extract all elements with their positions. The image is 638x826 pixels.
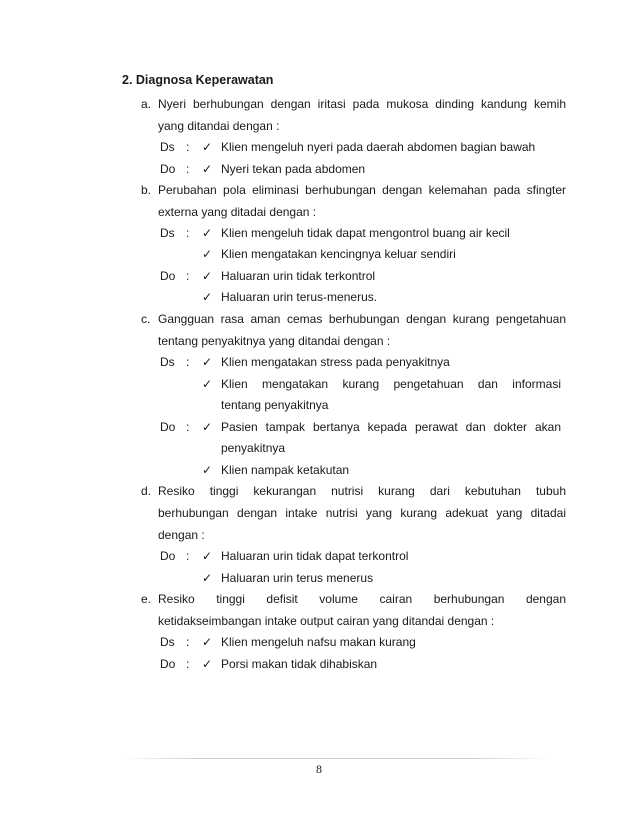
- finding-label: Do: [160, 162, 176, 176]
- finding-colon: :: [186, 657, 190, 671]
- finding-text: Klien mengeluh tidak dapat mengontrol buang air kecil: [221, 226, 510, 240]
- finding-text: Pasien tampak bertanya kepada perawat dan dokter akan: [221, 420, 561, 434]
- finding-text: Klien mengeluh nafsu makan kurang: [221, 635, 416, 649]
- finding-colon: :: [186, 549, 190, 563]
- finding-row: [160, 571, 570, 587]
- finding-text: Klien mengatakan kencingnya keluar sendiri: [221, 247, 456, 261]
- finding-text: Haluaran urin terus-menerus.: [221, 290, 378, 304]
- checkmark-icon: ✓: [202, 290, 213, 304]
- item-marker: b.: [141, 183, 152, 197]
- finding-label: Do: [160, 657, 176, 671]
- finding-text: Klien mengatakan stress pada penyakitnya: [221, 355, 450, 369]
- finding-label: Do: [160, 549, 176, 563]
- item-marker: e.: [141, 592, 152, 606]
- checkmark-icon: ✓: [202, 162, 213, 176]
- finding-colon: :: [186, 269, 190, 283]
- finding-text: Porsi makan tidak dihabiskan: [221, 657, 378, 671]
- checkmark-icon: ✓: [202, 549, 213, 563]
- finding-text: Haluaran urin terus menerus: [221, 571, 374, 585]
- finding-row: [160, 635, 570, 651]
- finding-label: Ds: [160, 635, 175, 649]
- finding-colon: :: [186, 162, 190, 176]
- finding-row: [160, 355, 570, 371]
- footer-divider: [120, 758, 550, 759]
- finding-row: [160, 226, 570, 242]
- checkmark-icon: ✓: [202, 269, 213, 283]
- item-line: Resiko tinggi kekurangan nutrisi kurang dari kebutuhan tubuh: [158, 484, 566, 498]
- finding-row: [160, 377, 570, 393]
- finding-text: Haluaran urin tidak terkontrol: [221, 269, 376, 283]
- finding-colon: :: [186, 226, 190, 240]
- checkmark-icon: ✓: [202, 420, 213, 434]
- finding-row: [160, 657, 570, 673]
- checkmark-icon: ✓: [202, 657, 213, 671]
- checkmark-icon: ✓: [202, 635, 213, 649]
- finding-label: Ds: [160, 355, 175, 369]
- finding-row: [160, 549, 570, 565]
- item-marker: c.: [141, 312, 151, 326]
- finding-text: Klien mengeluh nyeri pada daerah abdomen bagian bawah: [221, 140, 536, 154]
- finding-label: Do: [160, 420, 176, 434]
- item-line: Nyeri berhubungan dengan iritasi pada mukosa dinding kandung kemih: [158, 97, 566, 111]
- finding-text: Klien mengatakan kurang pengetahuan dan informasi: [221, 377, 561, 391]
- item-line: ketidakseimbangan intake output cairan yang ditandai dengan :: [158, 614, 495, 628]
- checkmark-icon: ✓: [202, 355, 213, 369]
- checkmark-icon: ✓: [202, 226, 213, 240]
- finding-label: Ds: [160, 226, 175, 240]
- finding-colon: :: [186, 140, 190, 154]
- finding-text: Haluaran urin tidak dapat terkontrol: [221, 549, 409, 563]
- finding-row: [160, 162, 570, 178]
- item-line: dengan :: [158, 528, 205, 542]
- item-line: Resiko tinggi defisit volume cairan berhubungan dengan: [158, 592, 566, 606]
- finding-colon: :: [186, 635, 190, 649]
- item-line: yang ditandai dengan :: [158, 119, 280, 133]
- item-marker: a.: [141, 97, 152, 111]
- finding-row: [160, 247, 570, 263]
- finding-colon: :: [186, 420, 190, 434]
- finding-text: Klien nampak ketakutan: [221, 463, 350, 477]
- finding-row: [160, 140, 570, 156]
- finding-text: Nyeri tekan pada abdomen: [221, 162, 366, 176]
- checkmark-icon: ✓: [202, 140, 213, 154]
- finding-row: [160, 463, 570, 479]
- checkmark-icon: ✓: [202, 571, 213, 585]
- item-marker: d.: [141, 484, 152, 498]
- checkmark-icon: ✓: [202, 377, 213, 391]
- page-number: 8: [316, 762, 322, 776]
- item-line: berhubungan dengan intake nutrisi yang kurang adekuat yang ditadai: [158, 506, 566, 520]
- finding-label: Ds: [160, 140, 175, 154]
- finding-continuation: tentang penyakitnya: [221, 398, 329, 412]
- finding-row: [160, 420, 570, 436]
- finding-continuation: penyakitnya: [221, 441, 286, 455]
- finding-row: [160, 290, 570, 306]
- finding-row: [160, 269, 570, 285]
- section-heading: 2. Diagnosa Keperawatan: [122, 73, 274, 87]
- finding-colon: :: [186, 355, 190, 369]
- checkmark-icon: ✓: [202, 247, 213, 261]
- checkmark-icon: ✓: [202, 463, 213, 477]
- item-line: Perubahan pola eliminasi berhubungan dengan kelemahan pada sfingter: [158, 183, 566, 197]
- item-line: Gangguan rasa aman cemas berhubungan dengan kurang pengetahuan: [158, 312, 566, 326]
- finding-label: Do: [160, 269, 176, 283]
- item-line: tentang penyakitnya yang ditandai dengan :: [158, 334, 391, 348]
- item-line: externa yang ditadai dengan :: [158, 205, 317, 219]
